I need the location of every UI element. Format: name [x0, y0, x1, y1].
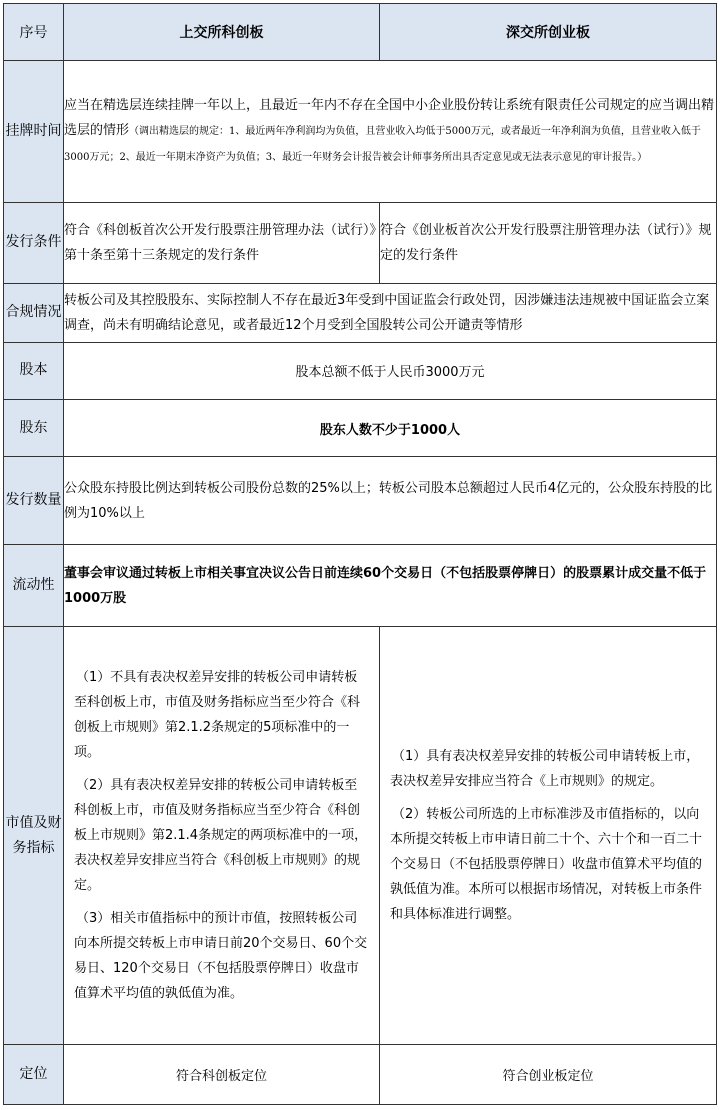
header-star-market: 上交所科创板 [64, 4, 380, 61]
label-market-value: 市值及财务指标 [4, 627, 64, 1045]
label-issuance: 发行条件 [4, 202, 64, 283]
cell-listing-time [64, 60, 717, 202]
cell-market-value-gem [380, 627, 717, 1045]
cell-positioning-star: 符合科创板定位 [64, 1045, 380, 1105]
label-compliance: 合规情况 [4, 283, 64, 342]
cell-compliance: 转板公司及其控股股东、实际控制人不存在最近3年受到中国证监会行政处罚，因涉嫌违法违规被中国证监会立案调查，尚未有明确结论意见，或者最近12个月受到全国股转公司公开谴责等情形 [64, 283, 717, 342]
row-positioning [4, 1045, 717, 1105]
cell-issuance-star: 符合《科创板首次公开发行股票注册管理办法（试行）》第十条至第十三条规定的发行条件 [64, 202, 380, 283]
cell-positioning-gem: 符合创业板定位 [380, 1045, 717, 1105]
label-positioning: 定位 [4, 1045, 64, 1105]
row-issuance [4, 202, 717, 283]
market-value-star-item: （1）不具有表决权差异安排的转板公司申请转板至科创板上市，市值及财务指标应当至少符合《科创板上市规则》第2.1.2条规定的5项标准中的一项。 [74, 670, 361, 761]
cell-share-capital: 股本总额不低于人民币3000万元 [64, 342, 717, 400]
comparison-table [3, 3, 717, 1105]
row-issue-quantity [4, 457, 717, 545]
market-value-star-item: （3）相关市值指标中的预计市值，按照转板公司向本所提交转板上市申请日前20个交易日、60个交易日、120个交易日（不包括股票停牌日）收盘市值算术平均值的孰低值为准。 [74, 911, 368, 1002]
row-compliance [4, 283, 717, 342]
market-value-gem-item: （1）具有表决权差异安排的转板公司申请转板上市，表决权差异安排应当符合《上市规则》的规定。 [390, 749, 700, 790]
cell-shareholders: 股东人数不少于1000人 [64, 400, 717, 457]
market-value-star-item: （2）具有表决权差异安排的转板公司申请转板至科创板上市，市值及财务指标应当至少符合《科创板上市规则》第2.1.4条规定的两项标准中的一项，表决权差异安排应当符合《科创板上市规则》的规定。 [74, 778, 368, 894]
label-share-capital: 股本 [4, 342, 64, 400]
cell-liquidity: 董事会审议通过转板上市相关事宜决议公告日前连续60个交易日（不包括股票停牌日）的股票累计成交量不低于1000万股 [64, 545, 717, 627]
row-share-capital [4, 342, 717, 400]
header-gem: 深交所创业板 [380, 4, 717, 61]
row-listing-time [4, 60, 717, 202]
cell-issue-quantity: 公众股东持股比例达到转板公司股份总数的25%以上；转板公司股本总额超过人民币4亿元的，公众股东持股的比例为10%以上 [64, 457, 717, 545]
cell-issuance-gem: 符合《创业板首次公开发行股票注册管理办法（试行）》规定的发行条件 [380, 202, 717, 283]
listing-time-note: （调出精选层的规定：1、最近两年净利润均为负值，且营业收入均低于5000万元，或者最近一年净利润为负值，且营业收入低于3000万元；2、最近一年期末净资产为负值；3、最近一年财务会计报告被会计师事务所出具否定意见或无法表示意见的审计报告。） [64, 125, 701, 163]
label-liquidity: 流动性 [4, 545, 64, 627]
label-issue-quantity: 发行数量 [4, 457, 64, 545]
row-shareholders [4, 400, 717, 457]
cell-market-value-star [64, 627, 380, 1045]
market-value-gem-item: （2）转板公司所选的上市标准涉及市值指标的，以向本所提交转板上市申请日前二十个、六十个和一百二十个交易日（不包括股票停牌日）收盘市值算术平均值的孰低值为准。本所可以根据市场情况，对转板上市条件和具体标准进行调整。 [390, 807, 703, 923]
label-listing-time: 挂牌时间 [4, 60, 64, 202]
row-liquidity [4, 545, 717, 627]
label-shareholders: 股东 [4, 400, 64, 457]
row-market-value [4, 627, 717, 1045]
listing-time-text: 应当在精选层连续挂牌一年以上，且最近一年内不存在全国中小企业股份转让系统有限责任公司规定的应当调出精选层的情形 [64, 97, 715, 138]
header-row [4, 4, 717, 61]
header-seq: 序号 [4, 4, 64, 61]
